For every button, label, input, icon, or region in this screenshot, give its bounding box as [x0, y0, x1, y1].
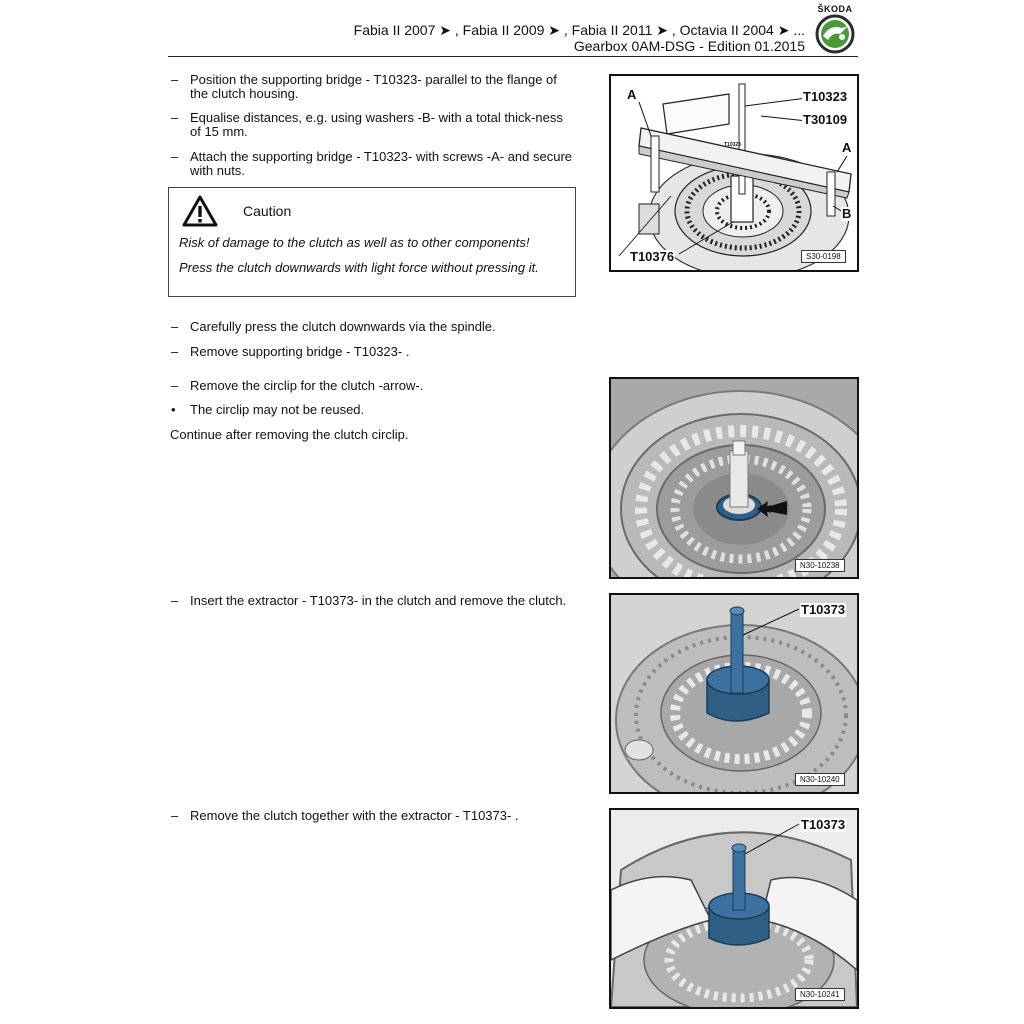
figure-remove-clutch: [609, 808, 859, 1009]
caution-text-2: Press the clutch downwards with light force without pressing it.: [179, 260, 539, 275]
header-models: Fabia II 2007 ➤ , Fabia II 2009 ➤ , Fabia II 2011 ➤ , Octavia II 2004 ➤ ...: [353, 22, 805, 38]
step-marker: –: [171, 110, 179, 125]
figure-supporting-bridge: [609, 74, 859, 272]
warning-triangle-icon: [182, 195, 218, 227]
step-marker: –: [171, 149, 179, 164]
step-text: Remove supporting bridge - T10323- .: [190, 344, 410, 359]
header-manual-title: Gearbox 0AM-DSG - Edition 01.2015: [573, 38, 805, 54]
label-a-right: A: [842, 140, 852, 155]
caution-text-1: Risk of damage to the clutch as well as to other components!: [179, 235, 530, 250]
step-text: Remove the circlip for the clutch -arrow-.: [190, 378, 424, 393]
step-marker: –: [171, 378, 179, 393]
skoda-logo-icon: [812, 14, 858, 54]
remove-clutch-photo: [611, 810, 857, 1007]
label-a-top: A: [627, 87, 637, 102]
step-marker: –: [171, 593, 179, 608]
label-t10376: T10376: [630, 249, 675, 264]
step-text: Insert the extractor - T10373- in the clutch and remove the clutch.: [190, 593, 567, 608]
caution-box: [168, 187, 576, 297]
step-text: Attach the supporting bridge - T10323- with screws -A- and secure with nuts.: [190, 149, 573, 178]
note-text: The circlip may not be reused.: [190, 402, 365, 417]
tool-stamp: T10323: [724, 142, 741, 148]
label-t30109: T30109: [803, 112, 848, 127]
header-divider: [168, 56, 858, 57]
step-text: Remove the clutch together with the extractor - T10373- .: [190, 808, 519, 823]
step-marker: –: [171, 808, 179, 823]
figure-clutch-circlip: [609, 377, 859, 579]
step-text: Carefully press the clutch downwards via the spindle.: [190, 319, 496, 334]
figure-code: N30-10240: [795, 773, 845, 786]
step-marker: –: [171, 319, 179, 334]
step-text: Position the supporting bridge - T10323- parallel to the flange of the clutch housing.: [190, 72, 557, 101]
figure-insert-extractor: [609, 593, 859, 794]
label-t10373: T10373: [801, 817, 846, 832]
bullet-marker: •: [171, 402, 176, 417]
label-t10323: T10323: [803, 89, 848, 104]
step-marker: –: [171, 344, 179, 359]
clutch-circlip-photo: [611, 379, 857, 577]
label-b: B: [842, 206, 852, 221]
step-text: Equalise distances, e.g. using washers -B- with a total thick-ness of 15 mm.: [190, 110, 563, 139]
label-t10373: T10373: [801, 602, 846, 617]
insert-extractor-photo: [611, 595, 857, 792]
figure-code: S30-0198: [801, 250, 846, 263]
figure-code: N30-10238: [795, 559, 845, 572]
supporting-bridge-illustration: [611, 76, 857, 270]
continue-note: Continue after removing the clutch circlip.: [170, 427, 409, 442]
step-marker: –: [171, 72, 179, 87]
caution-title: Caution: [243, 203, 292, 219]
figure-code: N30-10241: [795, 988, 845, 1001]
brand-name: ŠKODA: [817, 4, 853, 14]
